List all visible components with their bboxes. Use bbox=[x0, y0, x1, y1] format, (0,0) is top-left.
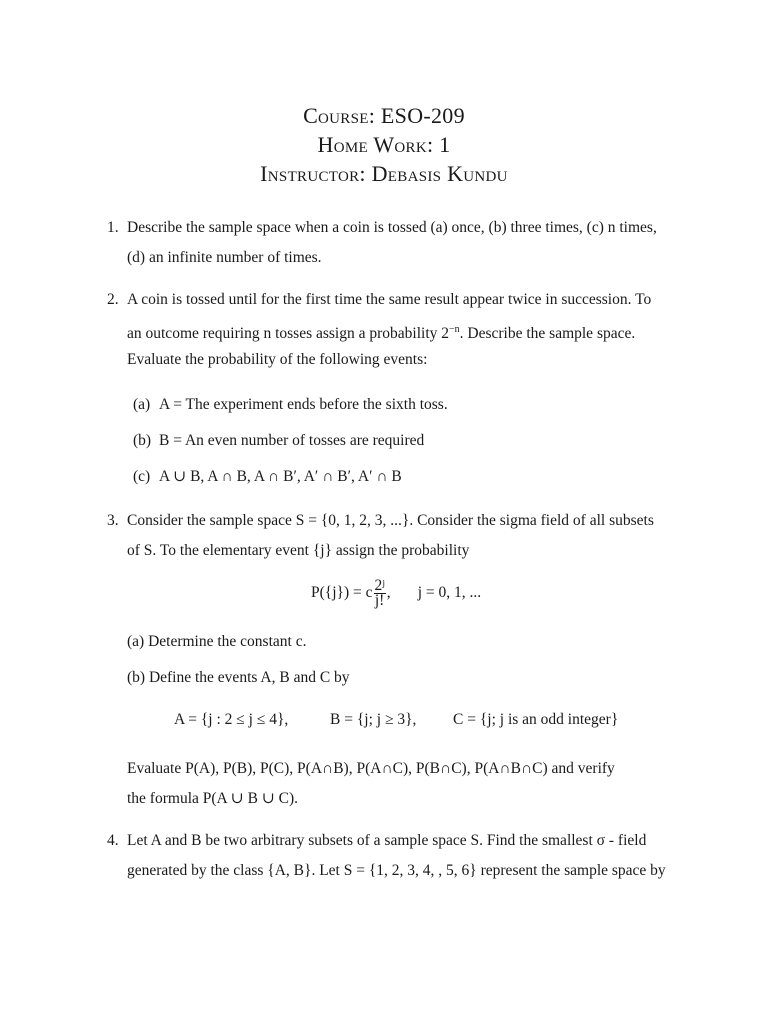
q2-line3: Evaluate the probability of the following events: bbox=[127, 351, 428, 368]
q2-part-a-text: A = The experiment ends before the sixth toss. bbox=[159, 396, 448, 413]
q2-part-c-label: (c) bbox=[133, 468, 151, 485]
q3-eval-line2: the formula P(A ∪ B ∪ C). bbox=[127, 790, 299, 807]
q3-set-a: A = {j : 2 ≤ j ≤ 4}, bbox=[174, 711, 289, 728]
q4-line2: generated by the class {A, B}. Let S = {1, 2, 3, 4, , 5, 6} represent the sample space by bbox=[127, 862, 666, 879]
q2-line1: A coin is tossed until for the first time the same result appear twice in succession. To bbox=[127, 291, 652, 308]
q3-set-b: B = {j; j ≥ 3}, bbox=[330, 711, 417, 728]
course-title: Course: ESO-209 bbox=[303, 103, 465, 128]
q3-part-b: (b) Define the events A, B and C by bbox=[127, 669, 350, 686]
q2-line2 bbox=[127, 320, 635, 344]
formula-rhs: , j = 0, 1, ... bbox=[386, 584, 482, 602]
formula-lhs: P({j}) = c bbox=[311, 584, 373, 602]
q2-line2-start: an outcome requiring n tosses assign a probability 2 bbox=[127, 325, 449, 343]
q3-line2: of S. To the elementary event {j} assign the probability bbox=[127, 542, 470, 559]
formula-numerator: 2ʲ bbox=[374, 577, 385, 594]
q4-number: 4. bbox=[107, 832, 119, 849]
q3-set-c: C = {j; j is an odd integer} bbox=[453, 711, 619, 728]
q2-part-a-label: (a) bbox=[133, 396, 151, 413]
formula-denominator: j! bbox=[374, 592, 385, 609]
q2-line2-end: . Describe the sample space. bbox=[459, 325, 636, 343]
instructor-title: Instructor: Debasis Kundu bbox=[260, 161, 508, 186]
q3-number: 3. bbox=[107, 512, 119, 529]
q1-number: 1. bbox=[107, 219, 119, 236]
formula-fraction bbox=[374, 579, 386, 608]
q1-line2: (d) an infinite number of times. bbox=[127, 249, 322, 266]
q3-eval-line1: Evaluate P(A), P(B), P(C), P(A∩B), P(A∩C), P(B∩C), P(A∩B∩C) and verify bbox=[127, 760, 615, 777]
q2-number: 2. bbox=[107, 291, 119, 308]
q2-part-b-text: B = An even number of tosses are required bbox=[159, 432, 425, 449]
q2-part-b-label: (b) bbox=[133, 432, 152, 449]
q3-part-a: (a) Determine the constant c. bbox=[127, 633, 307, 650]
q3-formula bbox=[311, 579, 481, 608]
homework-title: Home Work: 1 bbox=[317, 132, 451, 157]
q2-exponent: −n bbox=[449, 324, 460, 335]
q1-line1: Describe the sample space when a coin is tossed (a) once, (b) three times, (c) n times, bbox=[127, 219, 657, 236]
q3-line1: Consider the sample space S = {0, 1, 2, 3, ...}. Consider the sigma field of all subsets bbox=[127, 512, 654, 529]
q2-part-c-text: A ∪ B, A ∩ B, A ∩ B′, A′ ∩ B′, A′ ∩ B bbox=[159, 468, 402, 485]
q4-line1: Let A and B be two arbitrary subsets of a sample space S. Find the smallest σ - field bbox=[127, 832, 647, 849]
